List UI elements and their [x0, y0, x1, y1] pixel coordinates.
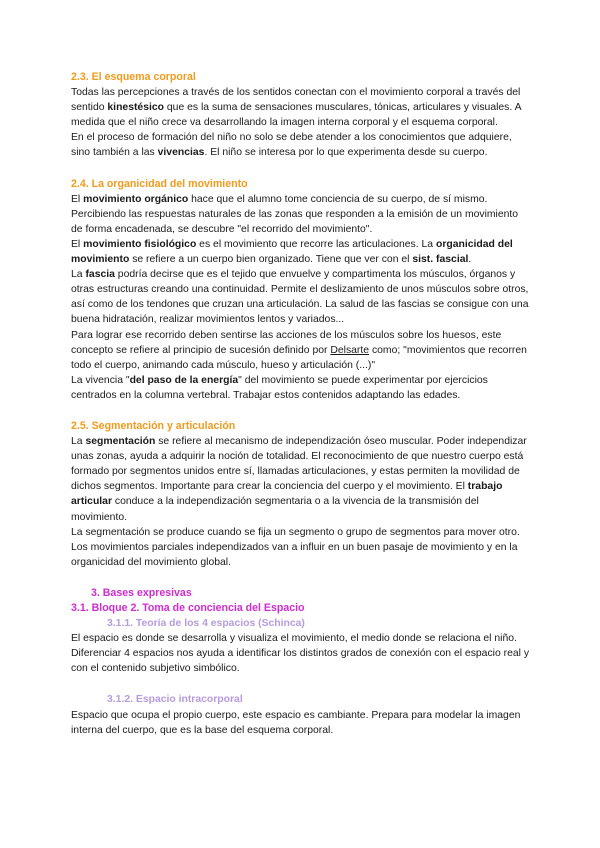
- section-heading-3-1-1: 3.1.1. Teoría de los 4 espacios (Schinca): [107, 618, 305, 630]
- section-heading-2-4: 2.4. La organicidad del movimiento: [71, 177, 248, 190]
- paragraph-3-1-1: El espacio es donde se desarrolla y visualiza el movimiento, el medio donde se relaciona el niño. Diferenciar 4 espacios nos ayuda a identificar los distintos grados de conexión con el espacio real y con el contenido subjetivo simbólico.: [71, 633, 530, 675]
- paragraph-2-4-1: El movimiento orgánico hace que el alumno tome conciencia de su cuerpo, de sí mismo. Percibiendo las respuestas naturales de las zonas que responden a la emisión de un movimiento de forma encadenada, se descubre "el recorrido del movimiento".: [71, 193, 519, 235]
- paragraph-2-5-1: La segmentación se refiere al mecanismo de independización óseo muscular. Poder independizar unas zonas, ayuda a adquirir la noción de totalidad. El reconocimiento de que nuestro cuerpo está formado por segmentos unidos entre sí, llamadas articulaciones, y estas permiten la movilidad de dichos segmentos. Importante para crear la conciencia del cuerpo y el movimiento. El trabajo articular conduce a la independización segmentaria o a la vivencia de la transmisión del movimiento.: [71, 436, 527, 523]
- paragraph-2-4-4: Para lograr ese recorrido deben sentirse las acciones de los músculos sobre los huesos, este concepto se refiere al principio de sucesión definido por Delsarte como; "movimientos que recorren todo el cuerpo, animando cada músculo, hueso y articulación (...)": [71, 329, 527, 371]
- paragraph-2-3-1: Todas las percepciones a través de los sentidos conectan con el movimiento corporal a través del sentido kinestésico que es la suma de sensaciones musculares, tónicas, articulares y visuales. A medida que el niño crece va desarrollando la imagen interna corporal y el esquema corporal.: [71, 87, 521, 129]
- paragraph-2-3-2: En el proceso de formación del niño no solo se debe atender a los conocimientos que adquiere, sino también a las vivencias. El niño se interesa por lo que experimenta desde su cuerpo.: [71, 132, 512, 159]
- paragraph-2-5-2: La segmentación se produce cuando se fija un segmento o grupo de segmentos para mover otro. Los movimientos parciales independizados van a influir en un buen pasaje de movimiento y en la organicidad del movimiento global.: [71, 526, 520, 568]
- document-content: [71, 70, 531, 738]
- delsarte-reference: Delsarte: [330, 344, 370, 356]
- paragraph-2-4-2: El movimiento fisiológico es el movimiento que recorre las articulaciones. La organicidad del movimiento se refiere a un cuerpo bien organizado. Tiene que ver con el sist. fascial.: [71, 238, 513, 266]
- paragraph-2-4-5: La vivencia "del paso de la energía" del movimiento se puede experimentar por ejercicios centrados en la columna vertebral. Trabajar estos contenidos adaptando las edades.: [71, 374, 488, 401]
- section-heading-3-1: 3.1. Bloque 2. Toma de conciencia del Espacio: [71, 602, 305, 614]
- section-heading-3: 3. Bases expresivas: [91, 586, 192, 599]
- section-heading-2-5: 2.5. Segmentación y articulación: [71, 419, 236, 432]
- paragraph-3-1-2: Espacio que ocupa el propio cuerpo, este espacio es cambiante. Prepara para modelar la imagen interna del cuerpo, que es la base del esquema corporal.: [71, 709, 521, 736]
- section-heading-3-1-2: 3.1.2. Espacio intracorporal: [107, 694, 243, 706]
- section-heading-2-3: 2.3. El esquema corporal: [71, 71, 196, 83]
- paragraph-2-4-3: La fascia podría decirse que es el tejido que envuelve y compartimenta los músculos, órganos y otras estructuras creando una continuidad. Permite el deslizamiento de unos músculos sobre otros, así como de los tendones que cruzan una articulación. La salud de las fascias se consigue con una buena hidratación, realizar movimientos lentos y variados...: [71, 269, 529, 326]
